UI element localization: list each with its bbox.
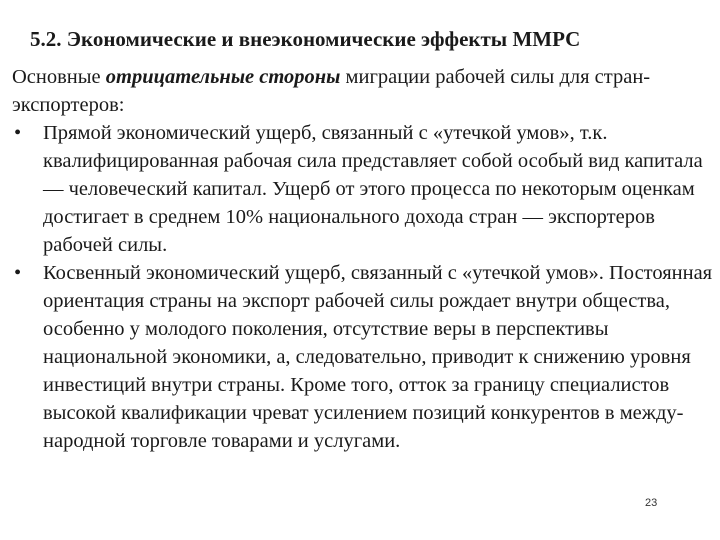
- bullet-item-indirect-damage: [12, 259, 718, 455]
- intro-paragraph: [12, 63, 718, 119]
- intro-text-before: Основные: [12, 66, 106, 88]
- bullet-marker: •: [14, 122, 22, 144]
- bullet-text: Косвенный экономический ущерб, связанный с «утечкой умов». Постоянная ориентация страны на экспорт рабочей силы рождает внутри общества, особенно у молодого поколения, отсутствие веры в перспективы национальной экономики, а, следовательно, приводит к снижению уровня инвестиций внутри страны. Кроме того, отток за границу специалистов высокой квалификации чреват усилением позиций конкурентов в между-народной торговле товарами и услугами.: [43, 262, 713, 452]
- page-number: 23: [645, 497, 658, 509]
- bullet-text: Прямой экономический ущерб, связанный с «утечкой умов», т.к. квалифицированная рабочая сила представляет собой особый вид капитала — человеческий капитал. Ущерб от этого процесса по некоторым оценкам достигает в среднем 10% национального дохода стран — экспортеров рабочей силы.: [43, 122, 703, 256]
- intro-text-after: миграции рабочей силы для стран-экспортеров:: [12, 66, 651, 116]
- slide-title: 5.2. Экономические и внеэкономические эффекты ММРС: [30, 27, 581, 51]
- bullet-list: [12, 119, 718, 455]
- intro-emphasis: отрицательные стороны: [105, 66, 341, 88]
- slide-content: [12, 63, 718, 455]
- bullet-marker: •: [14, 262, 22, 284]
- bullet-item-direct-damage: [12, 119, 718, 259]
